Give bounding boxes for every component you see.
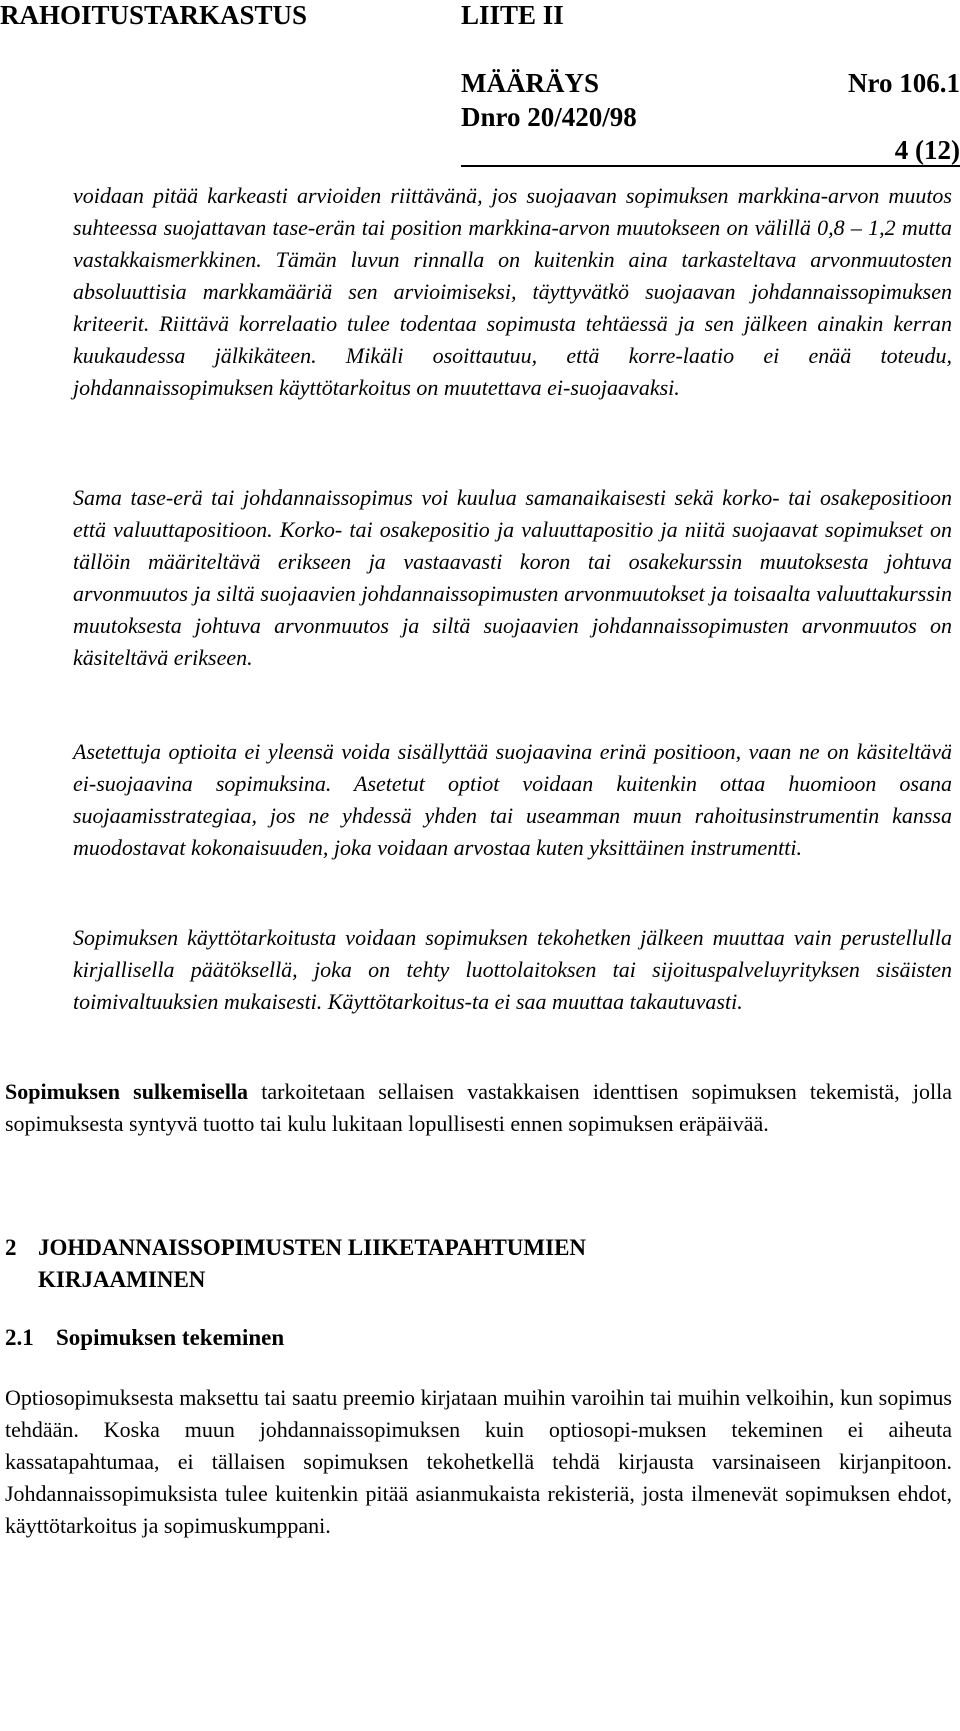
section-title: JOHDANNAISSOPIMUSTEN LIIKETAPAHTUMIEN KIRJAAMINEN bbox=[38, 1235, 587, 1292]
page-number: 4 (12) bbox=[894, 135, 960, 165]
definition-text: tarkoitetaan sellaisen vastakkaisen identtisen sopimuksen tekemistä, jolla sopimuksesta syntyvä tuotto tai kulu lukitaan lopullisesti ennen sopimuksen eräpäivää. bbox=[5, 1079, 952, 1136]
document-number: Nro 106.1 bbox=[848, 68, 960, 98]
document-type: MÄÄRÄYS bbox=[461, 68, 599, 98]
paragraph-written-options: Asetettuja optioita ei yleensä voida sisällyttää suojaavina erinä positioon, vaan ne on käsiteltävä ei-suojaavina sopimuksina. Asetetut optiot voidaan kuitenkin ottaa huomioon osana suojaamisstrategiaa, jos ne yhdessä yhden tai useamman muun rahoitusinstrumentin kanssa muodostavat kokonaisuuden, joka voidaan arvostaa kuten yksittäinen instrumentti. bbox=[73, 739, 952, 860]
subsection-number: 2.1 bbox=[5, 1325, 34, 1350]
section-heading bbox=[0, 1232, 960, 1302]
paragraph-combined-position: Sama tase-erä tai johdannaissopimus voi kuulua samanaikaisesti sekä korko- tai osakepositioon että valuuttapositioon. Korko- tai osakepositio ja valuuttapositio ja niitä suojaavat sopimukset on tällöin määriteltävä erikseen ja vastaavasti koron tai osakekurssin muutoksesta johtuva arvonmuutos ja siltä suojaavien johdannaissopimusten arvonmuutokset ja toisaalta valuuttakurssin muutoksesta johtuva arvonmuutos ja siltä suojaavien johdannaissopimusten arvonmuutos on käsiteltävä erikseen. bbox=[73, 485, 952, 670]
defined-term: Sopimuksen sulkemisella bbox=[5, 1079, 249, 1104]
header-rule bbox=[461, 165, 960, 167]
organization-name: RAHOITUSTARKASTUS bbox=[0, 0, 308, 30]
record-number: Dnro 20/420/98 bbox=[461, 102, 637, 132]
section-number: 2 bbox=[5, 1235, 17, 1260]
paragraph-closing-definition bbox=[5, 1076, 952, 1140]
paragraph-correlation: voidaan pitää karkeasti arvioiden riittävänä, jos suojaavan sopimuksen markkina-arvon muutos suhteessa suojattavan tase-erän tai position markkina-arvon muutokseen on välillä 0,8 – 1,2 mutta vastakkaismerkkinen. Tämän luvun rinnalla on kuitenkin aina tarkasteltava arvonmuutosten absoluuttisia markkamääriä sen arvioimiseksi, täyttyvätkö suojaavan johdannaissopimuksen kriteerit. Riittävä korrelaatio tulee todentaa sopimusta tehtäessä ja sen jälkeen ainakin kerran kuukaudessa jälkikäteen. Mikäli osoittautuu, että korre-laatio ei enää toteudu, johdannaissopimuksen käyttötarkoitus on muutettava ei-suojaavaksi. bbox=[73, 183, 952, 400]
subsection-title: Sopimuksen tekeminen bbox=[56, 1325, 285, 1350]
paragraph-purpose-change: Sopimuksen käyttötarkoitusta voidaan sopimuksen tekohetken jälkeen muuttaa vain perustellulla kirjallisella päätöksellä, joka on tehty luottolaitoksen tai sijoituspalveluyrityksen sisäisten toimivaltuuksien mukaisesti. Käyttötarkoitus-ta ei saa muuttaa takautuvasti. bbox=[73, 925, 952, 1014]
subsection-heading bbox=[0, 1322, 960, 1356]
paragraph-contract-entry: Optiosopimuksesta maksettu tai saatu preemio kirjataan muihin varoihin tai muihin velkoihin, kun sopimus tehdään. Koska muun johdannaissopimuksen kuin optiosopi-muksen tekeminen ei aiheuta kassatapahtumaa, ei tällaisen sopimuksen tekohetkellä tehdä kirjausta varsinaiseen kirjanpitoon. Johdannaissopimuksista tulee kuitenkin pitää asianmukaista rekisteriä, josta ilmenevät sopimuksen ehdot, käyttötarkoitus ja sopimuskumppani. bbox=[5, 1385, 952, 1538]
attachment-label: LIITE II bbox=[461, 0, 564, 30]
